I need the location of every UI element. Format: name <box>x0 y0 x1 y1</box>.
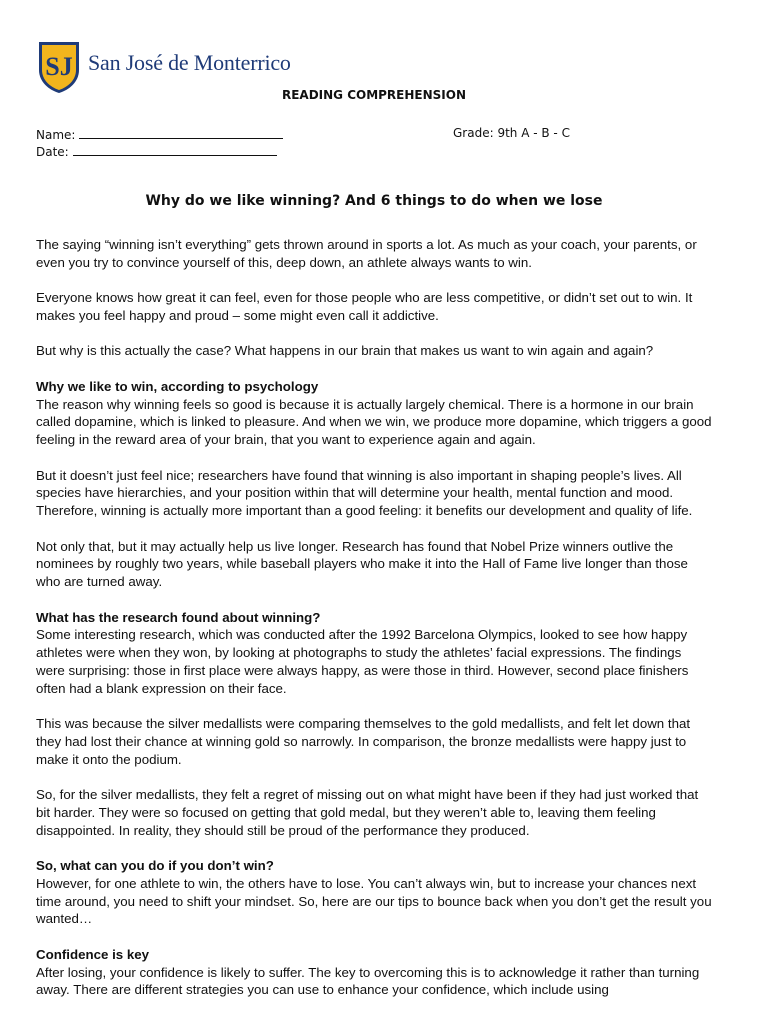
article-title: Why do we like winning? And 6 things to do when we lose <box>145 193 603 209</box>
paragraph: The saying “winning isn’t everything” gets thrown around in sports a lot. As much as your coach, your parents, or even you try to convince yourself of this, deep down, an athlete always wants to win. <box>36 237 697 270</box>
school-name: San José de Monterrico <box>88 50 291 75</box>
paragraph: After losing, your confidence is likely to suffer. The key to overcoming this is to acknowledge it rather than turning away. There are different strategies you can use to enhance your confidence, which include using <box>36 964 700 998</box>
date-label: Date: <box>36 145 69 159</box>
paragraph: But it doesn’t just feel nice; researchers have found that winning is also important in shaping people’s lives. All species have hierarchies, and your position within that will determine your health, mental function and mood. Therefore, winning is actually more important than a good feeling: it benefits our development and quality of life. <box>36 467 693 519</box>
paragraph: So, for the silver medallists, they felt a regret of missing out on what might have been if they had just worked that bit harder. They were so focused on getting that gold medal, but they weren’t able to, leaving them feeling disappointed. In reality, they should still be proud of the performance they produced. <box>36 787 699 838</box>
paragraph: Everyone knows how great it can feel, even for those people who are less competitive, or didn’t set out to win. It makes you feel happy and proud – some might even call it addictive. <box>36 290 693 323</box>
school-crest-logo <box>37 40 81 94</box>
name-blank-line[interactable] <box>79 126 283 139</box>
name-field[interactable] <box>36 126 283 142</box>
section-heading: READING COMPREHENSION <box>281 88 467 102</box>
svg-text:SJ: SJ <box>45 52 73 81</box>
name-label: Name: <box>36 128 76 142</box>
paragraph: Not only that, but it may actually help us live longer. Research has found that Nobel Prize winners outlive the nominees by roughly two years, while baseball players who make it into the Hall of Fame live longer than those who are turned away. <box>36 538 688 590</box>
subheading: Confidence is key <box>36 946 150 962</box>
subheading: Why we like to win, according to psychology <box>36 378 319 394</box>
subheading: What has the research found about winning? <box>36 609 321 625</box>
paragraph: Some interesting research, which was conducted after the 1992 Barcelona Olympics, looked to see how happy athletes were when they won, by looking at photographs to study the athletes’ facial expressions. The findings were surprising: those in first place were always happy, as were those in third. However, second place finishers often had a blank expression on their face. <box>36 627 689 696</box>
grade-label: Grade: 9th A - B - C <box>453 126 570 140</box>
subheading: So, what can you do if you don’t win? <box>36 858 274 874</box>
date-field[interactable] <box>36 143 277 159</box>
article-body <box>36 236 712 999</box>
date-blank-line[interactable] <box>73 143 277 156</box>
paragraph: However, for one athlete to win, the others have to lose. You can’t always win, but to increase your chances next time around, you need to shift your mindset. So, here are our tips to bounce back when you don’t get the result you wanted… <box>36 875 712 927</box>
paragraph: The reason why winning feels so good is because it is actually largely chemical. There is a hormone in our brain called dopamine, which is linked to pleasure. And when we win, we produce more dopamine, which triggers a good feeling in the reward area of your brain, that you want to experience again and again. <box>36 396 712 448</box>
paragraph: This was because the silver medallists were comparing themselves to the gold medallists, and felt let down that they had lost their chance at winning gold so narrowly. In comparison, the bronze medallists were happy just to make it onto the podium. <box>36 716 691 767</box>
paragraph: But why is this actually the case? What happens in our brain that makes us want to win again and again? <box>36 343 654 359</box>
